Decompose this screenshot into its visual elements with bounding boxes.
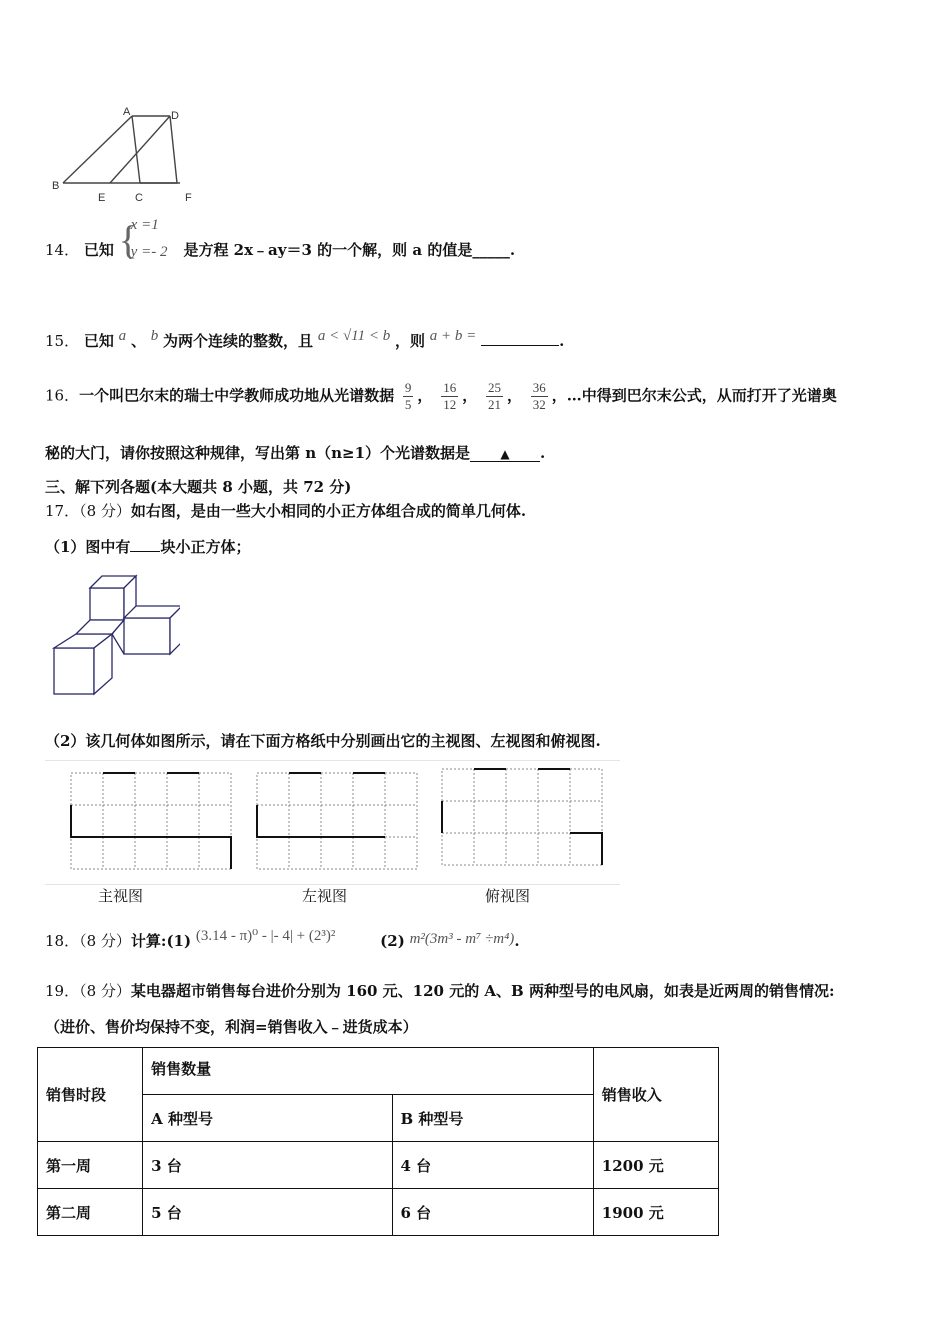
cell-period: 第一周 (38, 1142, 143, 1189)
q18-text: 计算:(1) (130, 932, 192, 950)
header-model-a: A 种型号 (143, 1095, 392, 1142)
q18-part2: (2) (380, 932, 405, 950)
q15-b: b (150, 328, 159, 344)
cell-income: 1200 元 (593, 1142, 718, 1189)
q17-num: 17． (45, 502, 80, 520)
header-model-b: B 种型号 (392, 1095, 593, 1142)
q15-ineq: a < √11 < b (317, 328, 391, 344)
q19-score: （8 分） (79, 982, 131, 1000)
q14-sys-line1: x =1 (130, 217, 159, 233)
q16-fraction: $\frac{16}{12}$ (443, 380, 457, 412)
cell-income: 1900 元 (593, 1189, 718, 1236)
point-label-d: D (171, 110, 179, 122)
cell-b: 4 台 (392, 1142, 593, 1189)
q16-text1: 一个叫巴尔末的瑞士中学教师成功地从光谱数据 (79, 386, 395, 405)
table-row (38, 1142, 719, 1189)
q16-num: 16． (45, 386, 80, 405)
header-quantity: 销售数量 (143, 1048, 594, 1095)
q16-text3: 秘的大门，请你按照这种规律，写出第 n（n≥1）个光谱数据是 (45, 444, 471, 462)
header-period: 销售时段 (38, 1048, 143, 1142)
q17-part2: （2）该几何体如图所示，请在下面方格纸中分别画出它的主视图、左视图和俯视图. (45, 732, 601, 750)
main-view-grid[interactable] (70, 772, 232, 870)
q15-prefix: 已知 (83, 332, 114, 350)
question-16-line2 (45, 442, 545, 463)
q15-sep: 、 (130, 332, 146, 350)
geometry-figure (45, 103, 205, 213)
q18-end: . (514, 932, 520, 950)
q14-system: { x =1 y =- 2 (118, 217, 168, 262)
table-row (38, 1189, 719, 1236)
q18-expr2: m²(3m³ - m⁷ ÷m⁴) (409, 931, 515, 947)
q15-end: . (559, 332, 565, 350)
point-label-c: C (135, 192, 143, 204)
left-view-grid[interactable] (256, 772, 418, 870)
question-15 (45, 330, 564, 351)
q15-text2: ，则 (394, 332, 425, 350)
q17-score: （8 分） (79, 502, 131, 520)
cube-figure (50, 572, 180, 697)
q17-part1: （1）图中有 块小正方体； (45, 538, 251, 556)
q15-text1: 为两个连续的整数，且 (163, 332, 314, 350)
sales-table (37, 1047, 719, 1236)
q19-note: （进价、售价均保持不变，利润=销售收入﹣进货成本） (45, 1018, 418, 1036)
header-income: 销售收入 (593, 1048, 718, 1142)
q14-text: 是方程 2x﹣ay＝3 的一个解，则 a 的值是 (183, 241, 473, 259)
q16-fraction: $\frac{9}{5}$ (404, 380, 412, 412)
q14-blank: _____ (472, 241, 510, 259)
top-view-grid[interactable] (441, 768, 603, 866)
question-14 (45, 217, 516, 270)
q14-prefix: 已知 (83, 241, 114, 259)
q17-part1-blank (130, 551, 160, 552)
q16-answer-blank (470, 447, 540, 462)
cell-b: 6 台 (392, 1189, 593, 1236)
caption-main-view: 主视图 (98, 887, 144, 905)
q18-expr1: (3.14 - π)⁰ - |- 4| + (2³)² (195, 928, 336, 944)
cell-a: 3 台 (143, 1142, 392, 1189)
q17-text: 如右图，是由一些大小相同的小正方体组合成的简单几何体. (130, 502, 527, 520)
q15-num: 15． (45, 332, 80, 350)
q18-num: 18． (45, 932, 80, 950)
q15-blank (481, 345, 559, 346)
question-17 (45, 500, 526, 521)
q16-end: . (540, 444, 546, 462)
point-label-e: E (98, 192, 106, 204)
q16-text2: …中得到巴尔末公式，从而打开了光谱奥 (566, 386, 837, 405)
q19-num: 19． (45, 982, 80, 1000)
question-16: 16．一个叫巴尔末的瑞士中学教师成功地从光谱数据 $\frac{9}{5}$ ， $\frac{16}{12}$ ， $\frac{25}{21}$ ， $\frac{36}{32}$ ，…中得到巴尔末公式，从而打开了光谱奥 (45, 380, 837, 412)
section-3-title: 三、解下列各题(本大题共 8 小题，共 72 分) (45, 478, 352, 496)
q19-text: 某电器超市销售每台进价分别为 160 元、120 元的 A、B 两种型号的电风扇，如表是近两周的销售情况: (130, 982, 835, 1000)
question-18 (45, 930, 520, 951)
q14-sys-line2: y =- 2 (130, 244, 168, 260)
cell-a: 5 台 (143, 1189, 392, 1236)
point-label-a: A (123, 106, 131, 118)
q18-score: （8 分） (79, 932, 131, 950)
q15-a: a (118, 328, 127, 344)
caption-left-view: 左视图 (302, 887, 348, 905)
cell-period: 第二周 (38, 1189, 143, 1236)
caption-top-view: 俯视图 (485, 887, 531, 905)
q14-num: 14． (45, 241, 80, 259)
question-19 (45, 980, 835, 1001)
q16-fraction: $\frac{25}{21}$ (487, 380, 501, 412)
triangle-icon: ▲ (500, 447, 510, 461)
point-label-b: B (52, 180, 60, 192)
q16-fraction: $\frac{36}{32}$ (532, 380, 546, 412)
q14-end: . (509, 241, 516, 259)
point-label-f: F (185, 192, 192, 204)
q15-expr: a + b = (429, 328, 477, 344)
